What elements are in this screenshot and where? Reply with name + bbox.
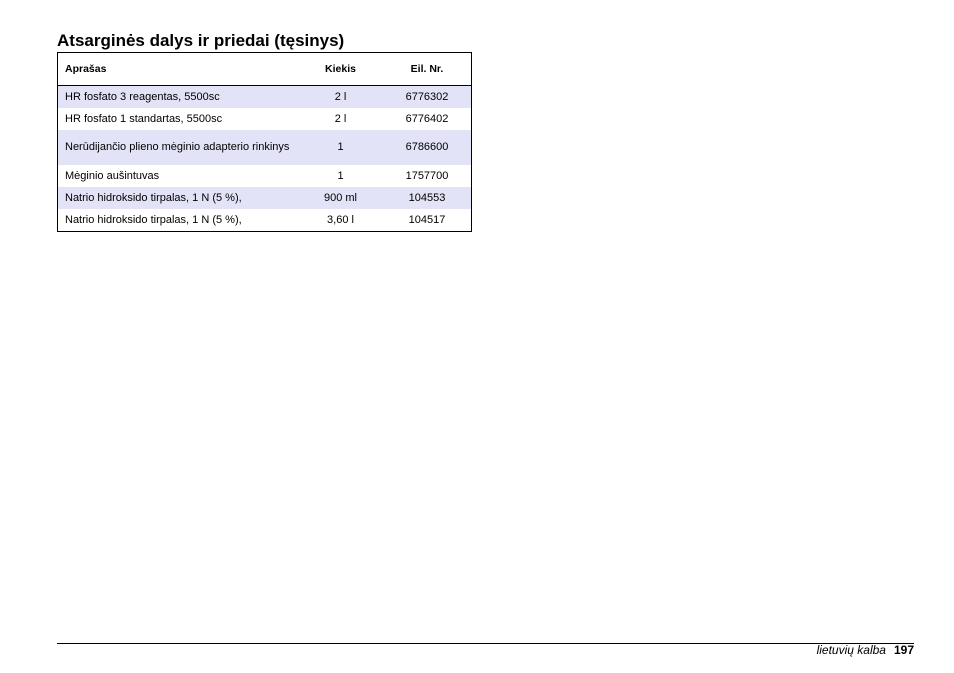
page-title: Atsarginės dalys ir priedai (tęsinys): [57, 31, 345, 50]
cell-description: Mėginio aušintuvas: [65, 169, 160, 182]
page-number: 197: [893, 643, 914, 657]
table-row: [58, 86, 471, 109]
column-header-quantity: Kiekis: [298, 53, 383, 86]
table-row: [58, 130, 471, 165]
cell-item-no: 6786600: [383, 130, 471, 165]
cell-quantity: 1: [298, 130, 383, 165]
cell-quantity: 900 ml: [298, 187, 383, 209]
page-footer: [817, 643, 914, 657]
cell-item-no: 6776402: [405, 112, 449, 125]
cell-item-no: 104517: [408, 213, 446, 226]
cell-description: HR fosfato 3 reagentas, 5500sc: [58, 86, 298, 109]
cell-description: Natrio hidroksido tirpalas, 1 N (5 %),: [65, 213, 242, 226]
column-header-description: Aprašas: [58, 53, 298, 86]
parts-table: [57, 52, 472, 232]
table-header-row: [58, 53, 471, 86]
parts-table-grid: [58, 53, 471, 231]
cell-description: Natrio hidroksido tirpalas, 1 N (5 %),: [58, 187, 298, 209]
table-row: [58, 108, 471, 130]
cell-quantity: 3,60 l: [327, 213, 354, 226]
cell-description: Nerūdijančio plieno mėginio adapterio rinkinys: [58, 130, 298, 165]
cell-quantity: 2 l: [298, 86, 383, 109]
table-row: [58, 209, 471, 231]
cell-quantity: 1: [337, 169, 344, 182]
cell-item-no: 1757700: [405, 169, 449, 182]
table-row: [58, 187, 471, 209]
cell-quantity: 2 l: [334, 112, 347, 125]
column-header-item-no: Eil. Nr.: [383, 53, 471, 86]
cell-description: HR fosfato 1 standartas, 5500sc: [65, 112, 223, 125]
table-row: [58, 165, 471, 187]
cell-item-no: 6776302: [383, 86, 471, 109]
cell-item-no: 104553: [383, 187, 471, 209]
footer-language: lietuvių kalba: [816, 643, 886, 657]
footer-divider: [57, 643, 914, 644]
